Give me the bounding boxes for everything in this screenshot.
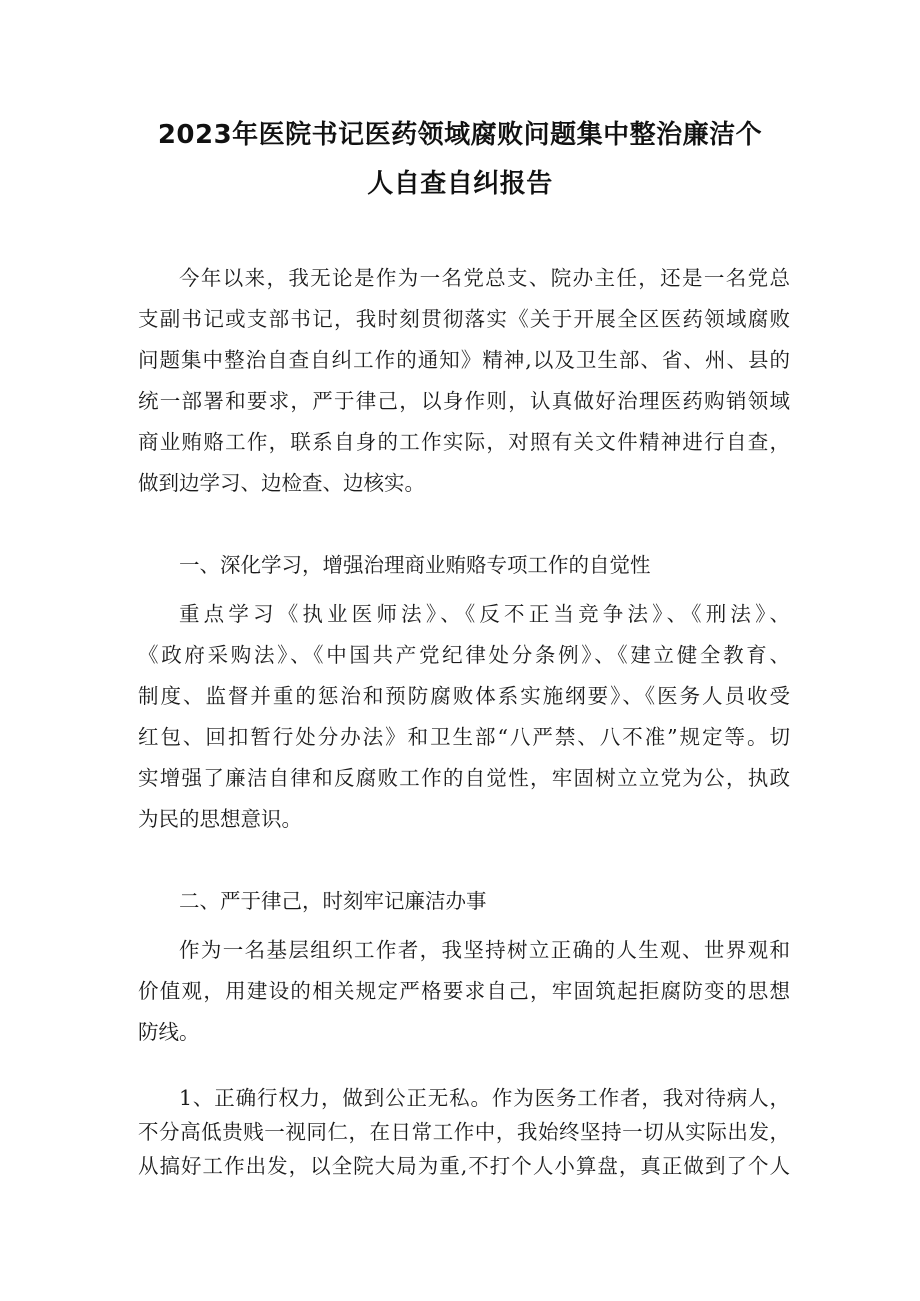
paragraph-line: 不分高低贵贱一视同仁，在日常工作中，我始终坚持一切从实际出发，: [138, 1120, 790, 1144]
paragraph-line: 实增强了廉洁自律和反腐败工作的自觉性，牢固树立立党为公，执政: [138, 766, 790, 790]
section-2-paragraph: [138, 930, 790, 1053]
paragraph-line: 防线。: [138, 1020, 200, 1044]
paragraph-line: 价值观，用建设的相关规定严格要求自己，牢固筑起拒腐防变的思想: [138, 979, 790, 1003]
paragraph-line: 红包、回扣暂行处分办法》和卫生部“八严禁、八不准”规定等。切: [138, 725, 790, 749]
section-heading-text: 一、深化学习，增强治理商业贿赂专项工作的自觉性: [179, 553, 651, 577]
paragraph-line: 统一部署和要求，严于律己，以身作则，认真做好治理医药购销领域: [138, 389, 790, 413]
paragraph-line: 问题集中整治自查自纠工作的通知》精神,以及卫生部、省、州、县的: [138, 348, 790, 372]
intro-paragraph: [138, 258, 790, 504]
paragraph-line: 作为一名基层组织工作者，我坚持树立正确的人生观、世界观和: [179, 938, 790, 962]
paragraph-line: 支副书记或支部书记，我时刻贯彻落实《关于开展全区医药领域腐败: [138, 307, 790, 331]
section-1-paragraph: [138, 594, 790, 840]
paragraph-line: 从搞好工作出发，以全院大局为重,不打个人小算盘，真正做到了个人: [138, 1154, 790, 1178]
section-heading-1: [138, 545, 790, 586]
document-title-line-2: 人自查自纠报告: [367, 169, 553, 199]
paragraph-line: 为民的思想意识。: [138, 807, 302, 831]
paragraph-line: 《政府采购法》、《中国共产党纪律处分条例》、《建立健全教育、: [138, 643, 790, 667]
paragraph-line: 做到边学习、边检查、边核实。: [138, 471, 425, 495]
section-heading-2: [138, 881, 790, 922]
document-title-line-1: 2023年医院书记医药领域腐败问题集中整治廉洁个: [157, 120, 763, 150]
paragraph-line: 今年以来，我无论是作为一名党总支、院办主任，还是一名党总: [179, 266, 790, 290]
paragraph-line: 重点学习《执业医师法》、《反不正当竞争法》、《刑法》、: [179, 602, 790, 626]
paragraph-line: 1、正确行权力，做到公正无私。作为医务工作者，我对待病人，: [179, 1086, 790, 1110]
section-heading-text: 二、严于律己，时刻牢记廉洁办事: [179, 889, 487, 913]
item-1-paragraph: [138, 1081, 790, 1183]
paragraph-line: 商业贿赂工作，联系自身的工作实际，对照有关文件精神进行自查，: [138, 430, 790, 454]
paragraph-line: 制度、监督并重的惩治和预防腐败体系实施纲要》、《医务人员收受: [138, 684, 790, 708]
